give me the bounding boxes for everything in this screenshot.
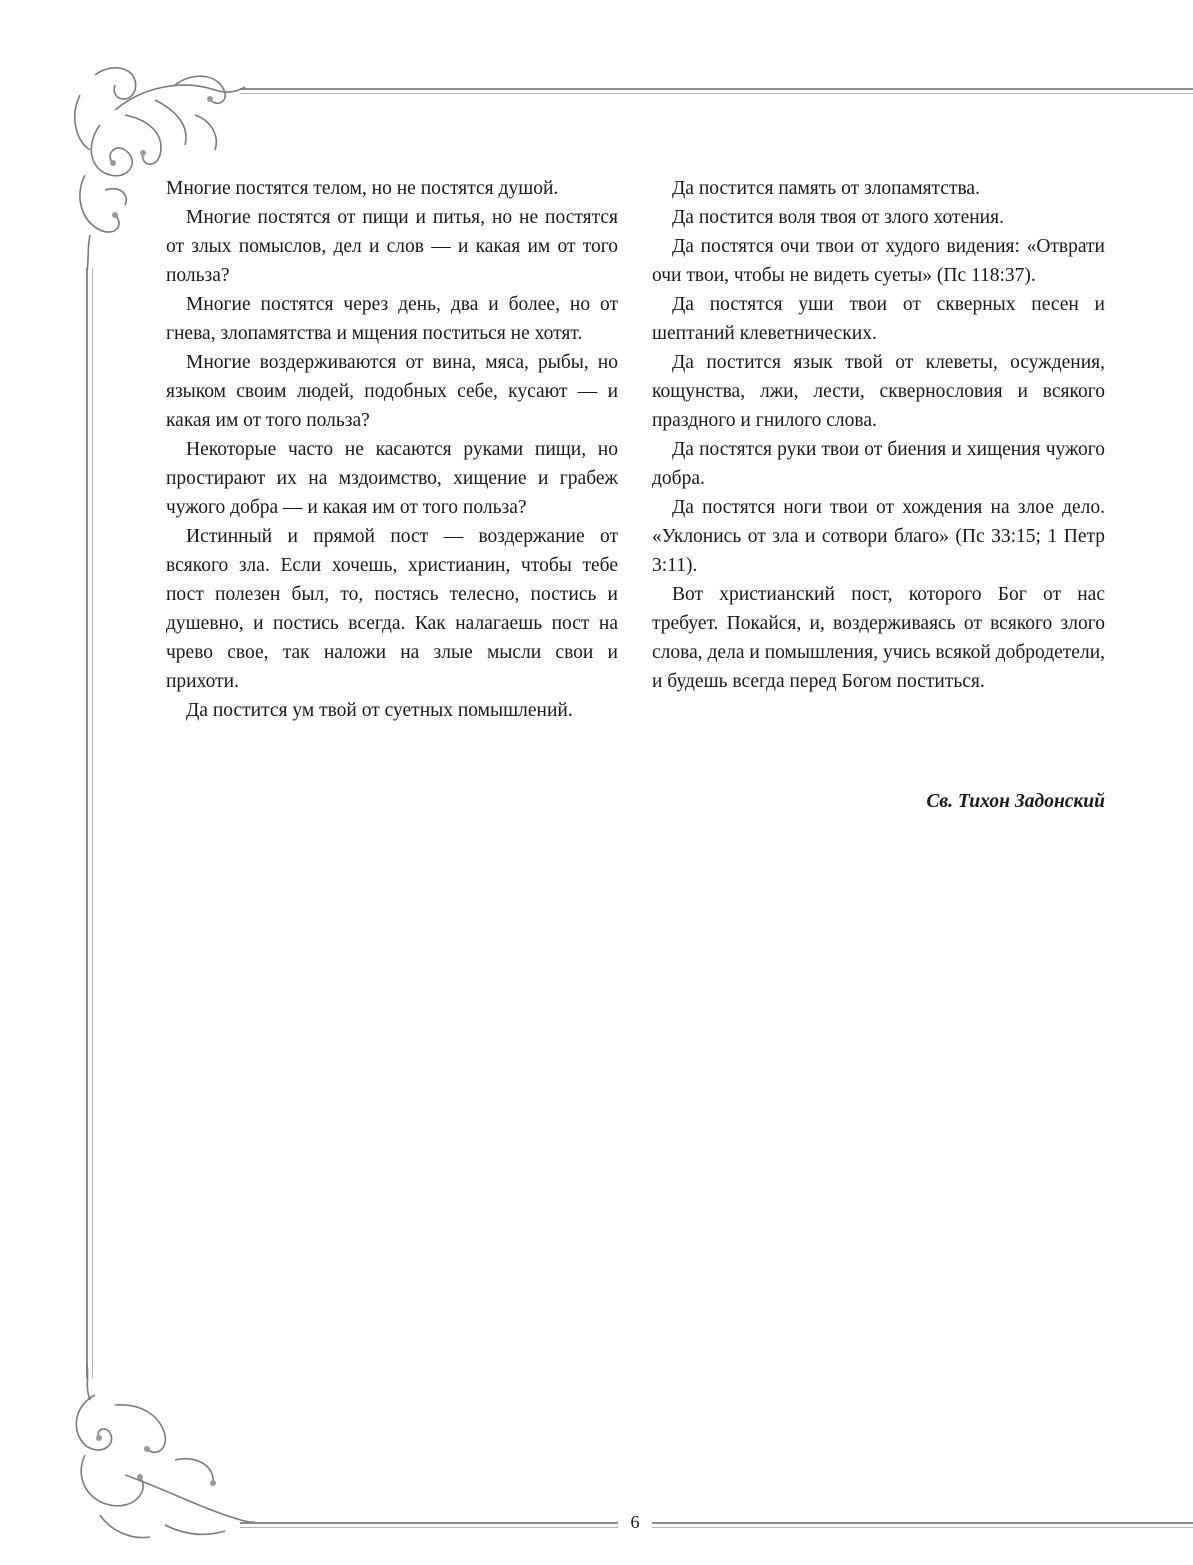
author-signature: Св. Тихон Задонский (926, 791, 1105, 812)
frame-bottom-left-line (240, 1522, 618, 1524)
paragraph: Да постится ум твой от суетных помышлений. (186, 700, 573, 721)
frame-bottom-right-line (652, 1522, 1193, 1524)
paragraph: Многие постятся телом, но не постятся душой. (166, 178, 559, 199)
paragraph: Вот христианский пост, которого Бог от нас требует. Покайся, и, воздерживаясь от всякого злого слова, дела и помышления, учись всякой добродетели, и будешь всегда перед Богом поститься. (652, 584, 1105, 692)
paragraph: Да постятся очи твои от худого видения: «Отврати очи твои, чтобы не видеть суеты» (Пс 118:37). (652, 236, 1105, 286)
frame-left-inner-line (92, 268, 93, 1378)
floral-flourish-icon (55, 1365, 255, 1550)
paragraph: Истинный и прямой пост — воздержание от всякого зла. Если хочешь, христианин, чтобы тебе пост полезен был, то, постясь телесно, постись и душевно, и постись всегда. Как налагаешь пост на чрево свое, так наложи на злые мысли свои и прихоти. (166, 526, 618, 692)
paragraph: Да постятся ноги твои от хождения на злое дело. «Уклонись от зла и сотвори благо» (Пс 33:15; 1 Петр 3:11). (652, 497, 1105, 576)
frame-bottom-left-inner-line (240, 1527, 618, 1528)
paragraph: Да постится язык твой от клеветы, осуждения, кощунства, лжи, лести, сквернословия и всякого праздного и гнилого слова. (652, 352, 1105, 431)
paragraph: Многие постятся от пищи и питья, но не постятся от злых помыслов, дел и слов — и какая им от того польза? (166, 207, 618, 286)
paragraph: Некоторые часто не касаются руками пищи, но простирают их на мздоимство, хищение и грабеж чужого добра — и какая им от того польза? (166, 439, 618, 518)
paragraph: Да постятся уши твои от скверных песен и шептаний клеветнических. (652, 294, 1105, 344)
right-text-column (652, 174, 1105, 696)
frame-left-line (86, 268, 88, 1378)
paragraph: Да постится память от злопамятства. (672, 178, 980, 199)
page-number: 6 (630, 1512, 640, 1532)
paragraph: Да постится воля твоя от злого хотения. (672, 207, 1004, 228)
paragraph: Многие постятся через день, два и более, но от гнева, злопамятства и мщения поститься не хотят. (166, 294, 618, 344)
paragraph: Многие воздерживаются от вина, мяса, рыбы, но языком своим людей, подобных себе, кусают — и какая им от того польза? (166, 352, 618, 431)
frame-top-line (240, 88, 1193, 90)
paragraph: Да постятся руки твои от биения и хищения чужого добра. (652, 439, 1105, 489)
frame-top-inner-line (240, 93, 1193, 94)
frame-bottom-right-inner-line (652, 1527, 1193, 1528)
left-text-column (166, 174, 618, 725)
